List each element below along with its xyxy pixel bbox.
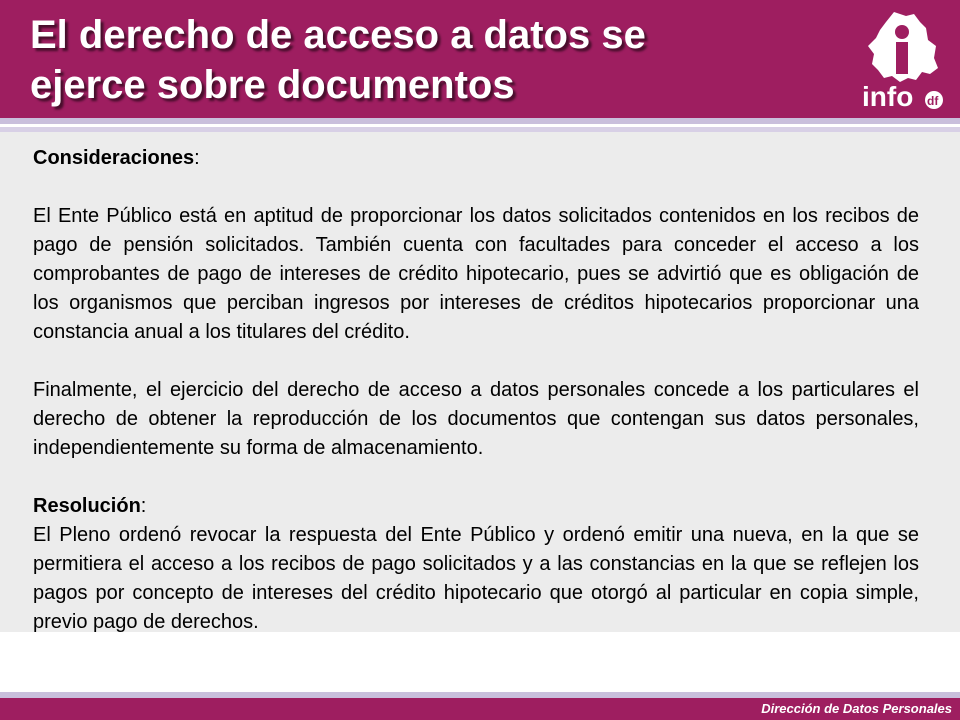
spacer — [33, 347, 919, 376]
infodf-logo-icon — [856, 8, 952, 112]
slide-title — [30, 10, 830, 110]
resolution-heading — [33, 492, 919, 521]
logo-text-main: info — [862, 81, 914, 112]
slide-body — [33, 144, 919, 637]
footer-text: Dirección de Datos Personales — [761, 701, 952, 716]
spacer — [33, 463, 919, 492]
considerations-label: Consideraciones — [33, 147, 195, 169]
spacer — [33, 173, 919, 202]
resolution-colon: : — [140, 495, 147, 517]
resolution-label: Resolución — [33, 495, 141, 517]
title-line-1: El derecho de acceso a datos se — [30, 13, 646, 57]
paragraph-2: Finalmente, el ejercicio del derecho de acceso a datos personales concede a los particulares el derecho de obtener la reproducción de los documentos que contengan sus datos personales, independientemente su forma de almacenamiento. — [33, 379, 919, 459]
title-line-2: ejerce sobre documentos — [30, 63, 515, 107]
logo-text-suffix: df — [927, 94, 939, 108]
slide-header — [0, 0, 960, 118]
paragraph-3: El Pleno ordenó revocar la respuesta del Ente Público y ordenó emitir una nueva, en la que se permitiera el acceso a los recibos de pago solicitados y a las constancias en la que se reflejen los pagos por concepto de intereses del crédito hipotecario que otorgó al particular en copia simple, previo pago de derechos. — [33, 524, 919, 633]
considerations-heading — [33, 144, 919, 173]
considerations-colon: : — [194, 147, 200, 169]
paragraph-1: El Ente Público está en aptitud de proporcionar los datos solicitados contenidos en los recibos de pago de pensión solicitados. También cuenta con facultades para conceder el acceso a los comprobantes de pago de intereses de crédito hipotecario, pues se advirtió que es obligación de los organismos que perciban ingresos por intereses de créditos hipotecarios proporcionar una constancia anual a los titulares del crédito. — [33, 205, 919, 343]
slide-footer — [0, 698, 960, 720]
